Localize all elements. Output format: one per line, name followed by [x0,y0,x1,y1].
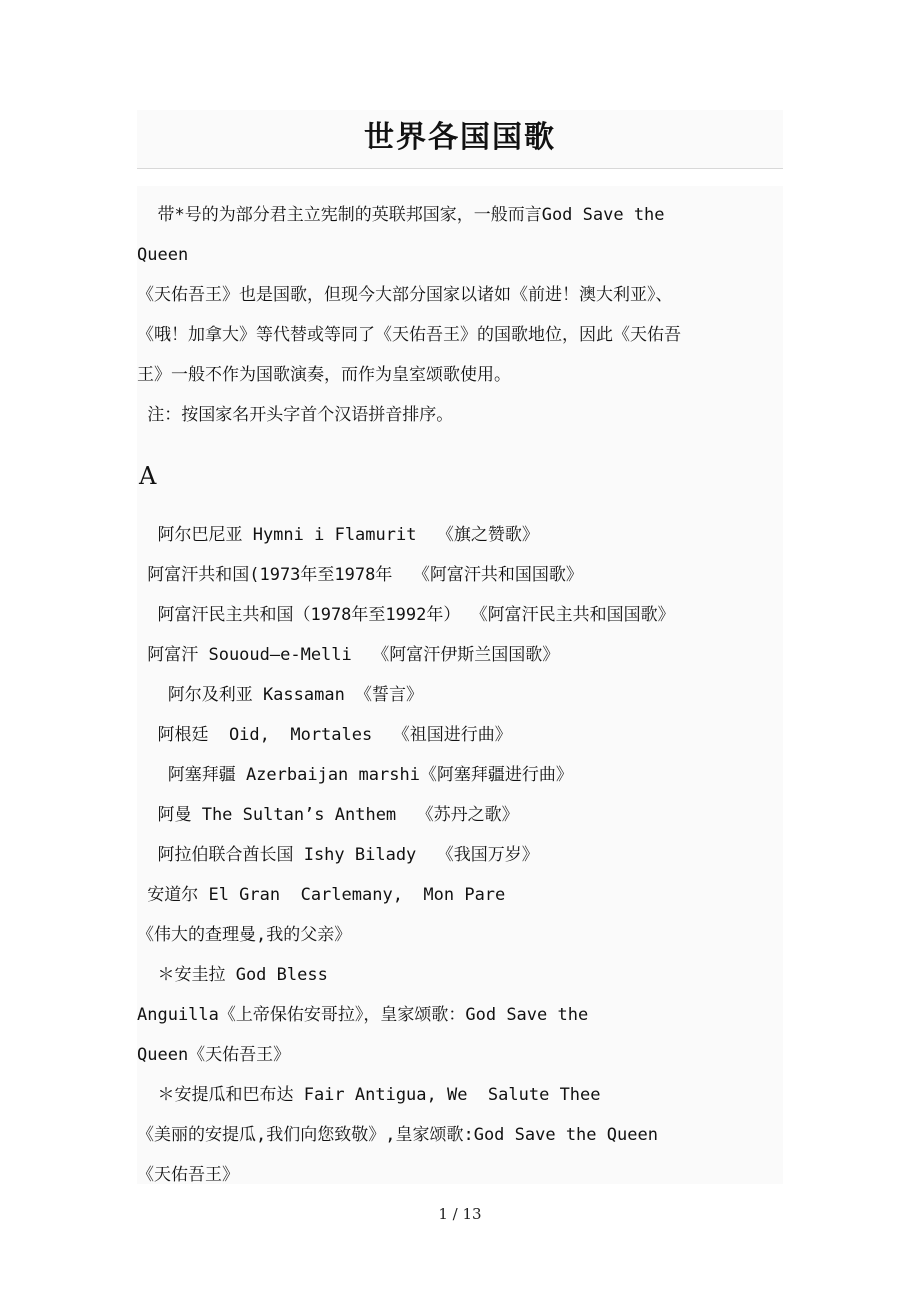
anthem-entry: 《美丽的安提瓜,我们向您致敬》,皇家颂歌:God Save the Queen [137,1125,658,1145]
intro-line-5: 王》一般不作为国歌演奏，而作为皇室颂歌使用。 [137,365,511,385]
anthem-entry: 阿富汗民主共和国（1978年至1992年） 《阿富汗民主共和国国歌》 [137,605,675,625]
intro-line-4: 《哦！加拿大》等代替或等同了《天佑吾王》的国歌地位，因此《天佑吾 [137,325,681,345]
page-title: 世界各国国歌 [364,120,556,155]
intro-line-2: Queen [137,245,189,265]
sort-note: 注：按国家名开头字首个汉语拼音排序。 [137,405,454,425]
page-number: 1 / 13 [438,1205,482,1223]
anthem-entry: 安道尔 El Gran Carlemany, Mon Pare [137,885,506,905]
anthem-entry: 阿尔巴尼亚 Hymni i Flamurit 《旗之赞歌》 [137,525,539,545]
anthem-entry: ＊安提瓜和巴布达 Fair Antigua, We Salute Thee [137,1085,601,1105]
document-body [137,186,783,1184]
anthem-entry: 阿富汗 Sououd—e-Melli 《阿富汗伊斯兰国国歌》 [137,645,560,665]
anthem-entry: 阿富汗共和国(1973年至1978年 《阿富汗共和国国歌》 [137,565,583,585]
anthem-entry: Queen《天佑吾王》 [137,1045,291,1065]
anthem-entry: 阿尔及利亚 Kassaman 《誓言》 [137,685,424,705]
section-heading-a: A [139,462,157,490]
anthem-entry: ＊安圭拉 God Bless [137,965,328,985]
anthem-entry: 阿塞拜疆 Azerbaijan marshi《阿塞拜疆进行曲》 [137,765,573,785]
title-box [137,110,783,169]
anthem-entry: Anguilla《上帝保佑安哥拉》，皇家颂歌：God Save the [137,1005,589,1025]
anthem-entry: 《伟大的查理曼,我的父亲》 [137,925,352,945]
intro-line-1: 带*号的为部分君主立宪制的英联邦国家，一般而言God Save the [137,205,665,225]
anthem-entry: 阿拉伯联合酋长国 Ishy Bilady 《我国万岁》 [137,845,539,865]
anthem-entry: 《天佑吾王》 [137,1165,239,1185]
anthem-entry: 阿根廷 Oid, Mortales 《祖国进行曲》 [137,725,512,745]
anthem-entry: 阿曼 The Sultan’s Anthem 《苏丹之歌》 [137,805,519,825]
intro-line-3: 《天佑吾王》也是国歌，但现今大部分国家以诸如《前进！澳大利亚》、 [137,285,673,305]
